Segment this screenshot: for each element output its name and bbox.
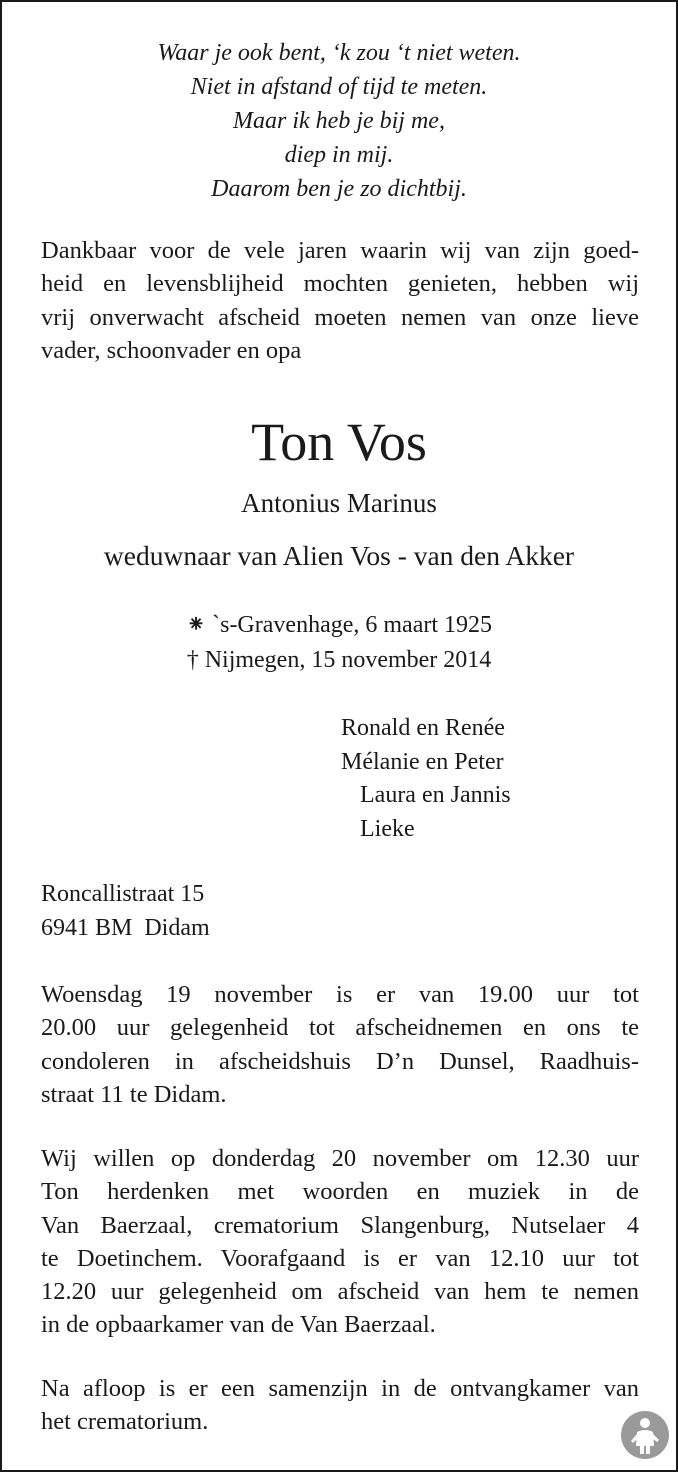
memorial-figure-icon (620, 1410, 670, 1460)
family-list (341, 712, 511, 846)
poem-line: diep in mij. (284, 142, 394, 168)
address (41, 878, 210, 945)
intro-line: vrij onverwacht afscheid moeten nemen van onze lieve (41, 303, 639, 331)
visitation-line: Woensdag 19 november is er van 19.00 uur tot (41, 981, 639, 1008)
visitation-paragraph (41, 978, 639, 1111)
poem-line: Waar je ook bent, ‘k zou ‘t niet weten. (157, 40, 521, 66)
visitation-line: 20.00 uur gelegenheid tot afscheidnemen en ons te (41, 1014, 639, 1042)
ceremony-line: Wij willen op donderdag 20 november om 12.30 uur (41, 1145, 639, 1172)
intro-line: Dankbaar voor de vele jaren waarin wij van zijn goed- (41, 237, 639, 264)
closing-line: het crematorium. (41, 1408, 209, 1436)
death-line: † Nijmegen, 15 november 2014 (186, 647, 492, 673)
poem-line: Maar ik heb je bij me, (233, 108, 445, 134)
life-dates (2, 608, 676, 678)
birth-line: ⁕ `s-Gravenhage, 6 maart 1925 (186, 612, 492, 638)
visitation-line: straat 11 te Didam. (41, 1080, 227, 1108)
widower-line: weduwnaar van Alien Vos - van den Akker (103, 540, 575, 571)
closing-line: Na afloop is er een samenzijn in de ontvangkamer van (41, 1375, 639, 1402)
ceremony-line: Ton herdenken met woorden en muziek in de (41, 1178, 639, 1206)
deceased-name: Ton Vos (251, 412, 427, 472)
visitation-line: condoleren in afscheidshuis D’n Dunsel, Raadhuis- (41, 1047, 639, 1075)
address-street: Roncallistraat 15 (41, 881, 205, 907)
family-member: Ronald en Renée (341, 715, 505, 741)
intro-line: heid en levensblijheid mochten genieten, hebben wij (41, 270, 639, 298)
poem (2, 36, 676, 206)
deceased-full-name: Antonius Marinus (241, 488, 437, 518)
ceremony-line: Van Baerzaal, crematorium Slangenburg, Nutselaer 4 (41, 1211, 639, 1239)
address-city: 6941 BM Didam (41, 914, 210, 941)
family-member: Lieke (360, 815, 415, 842)
ceremony-line: 12.20 uur gelegenheid om afscheid van hem te nemen (41, 1278, 639, 1306)
poem-line: Niet in afstand of tijd te meten. (190, 74, 488, 100)
closing-paragraph (41, 1372, 639, 1439)
poem-line: Daarom ben je zo dichtbij. (211, 176, 467, 202)
family-member: Laura en Jannis (360, 782, 511, 808)
ceremony-line: in de opbaarkamer van de Van Baerzaal. (41, 1311, 436, 1339)
ceremony-line: te Doetinchem. Voorafgaand is er van 12.10 uur tot (41, 1244, 639, 1272)
family-member: Mélanie en Peter (341, 748, 504, 775)
intro-paragraph (41, 234, 639, 367)
ceremony-paragraph (41, 1142, 639, 1342)
intro-line: vader, schoonvader en opa (41, 336, 302, 364)
